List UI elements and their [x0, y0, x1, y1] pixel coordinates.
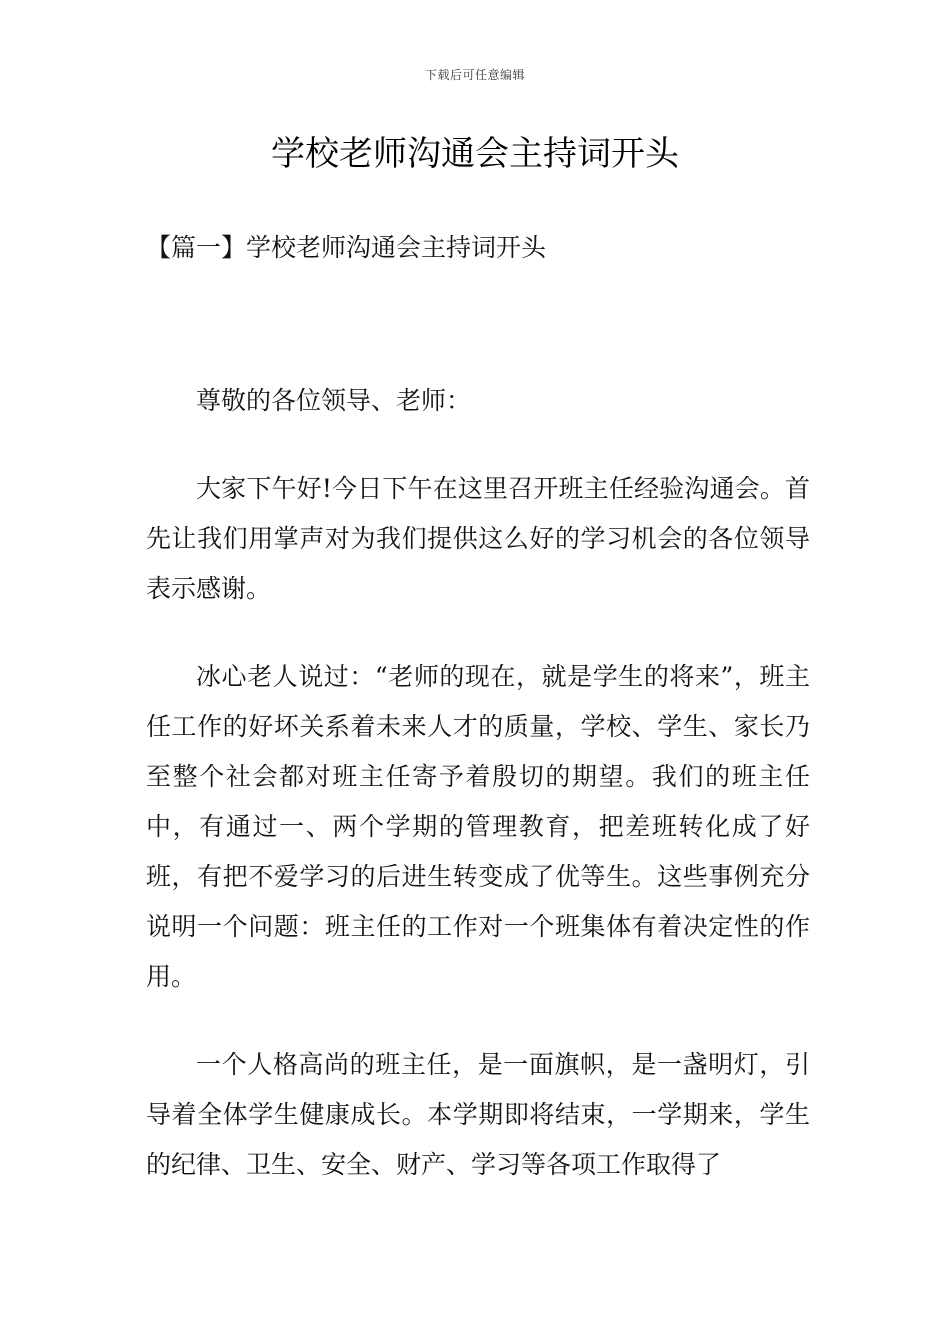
section-heading: 【篇一】学校老师沟通会主持词开头 — [146, 233, 547, 262]
body-paragraph: 冰心老人说过：“老师的现在，就是学生的将来”，班主任工作的好坏关系着未来人才的质量，学校、学生、家长乃至整个社会都对班主任寄予着殷切的期望。我们的班主任中，有通过一、两个学期的管理教育，把差班转化成了好班，有把不爱学习的后进生转变成了优等生。这些事例充分说明一个问题：班主任的工作对一个班集体有着决定性的作用。 — [146, 662, 810, 991]
salutation-paragraph: 尊敬的各位领导、老师： — [196, 386, 472, 415]
paragraph-gap — [146, 614, 810, 652]
paragraph-gap — [146, 426, 810, 464]
body-paragraph: 大家下午好!今日下午在这里召开班主任经验沟通会。首先让我们用掌声对为我们提供这么好的学习机会的各位领导表示感谢。 — [146, 474, 810, 603]
document-title: 学校老师沟通会主持词开头 — [271, 134, 679, 174]
paragraph-gap — [146, 1002, 810, 1040]
header-note: 下载后可任意编辑 — [424, 68, 525, 82]
document-body — [146, 376, 810, 1190]
body-paragraph: 一个人格高尚的班主任，是一面旗帜，是一盏明灯，引导着全体学生健康成长。本学期即将结束，一学期来，学生的纪律、卫生、安全、财产、学习等各项工作取得了 — [146, 1050, 810, 1179]
